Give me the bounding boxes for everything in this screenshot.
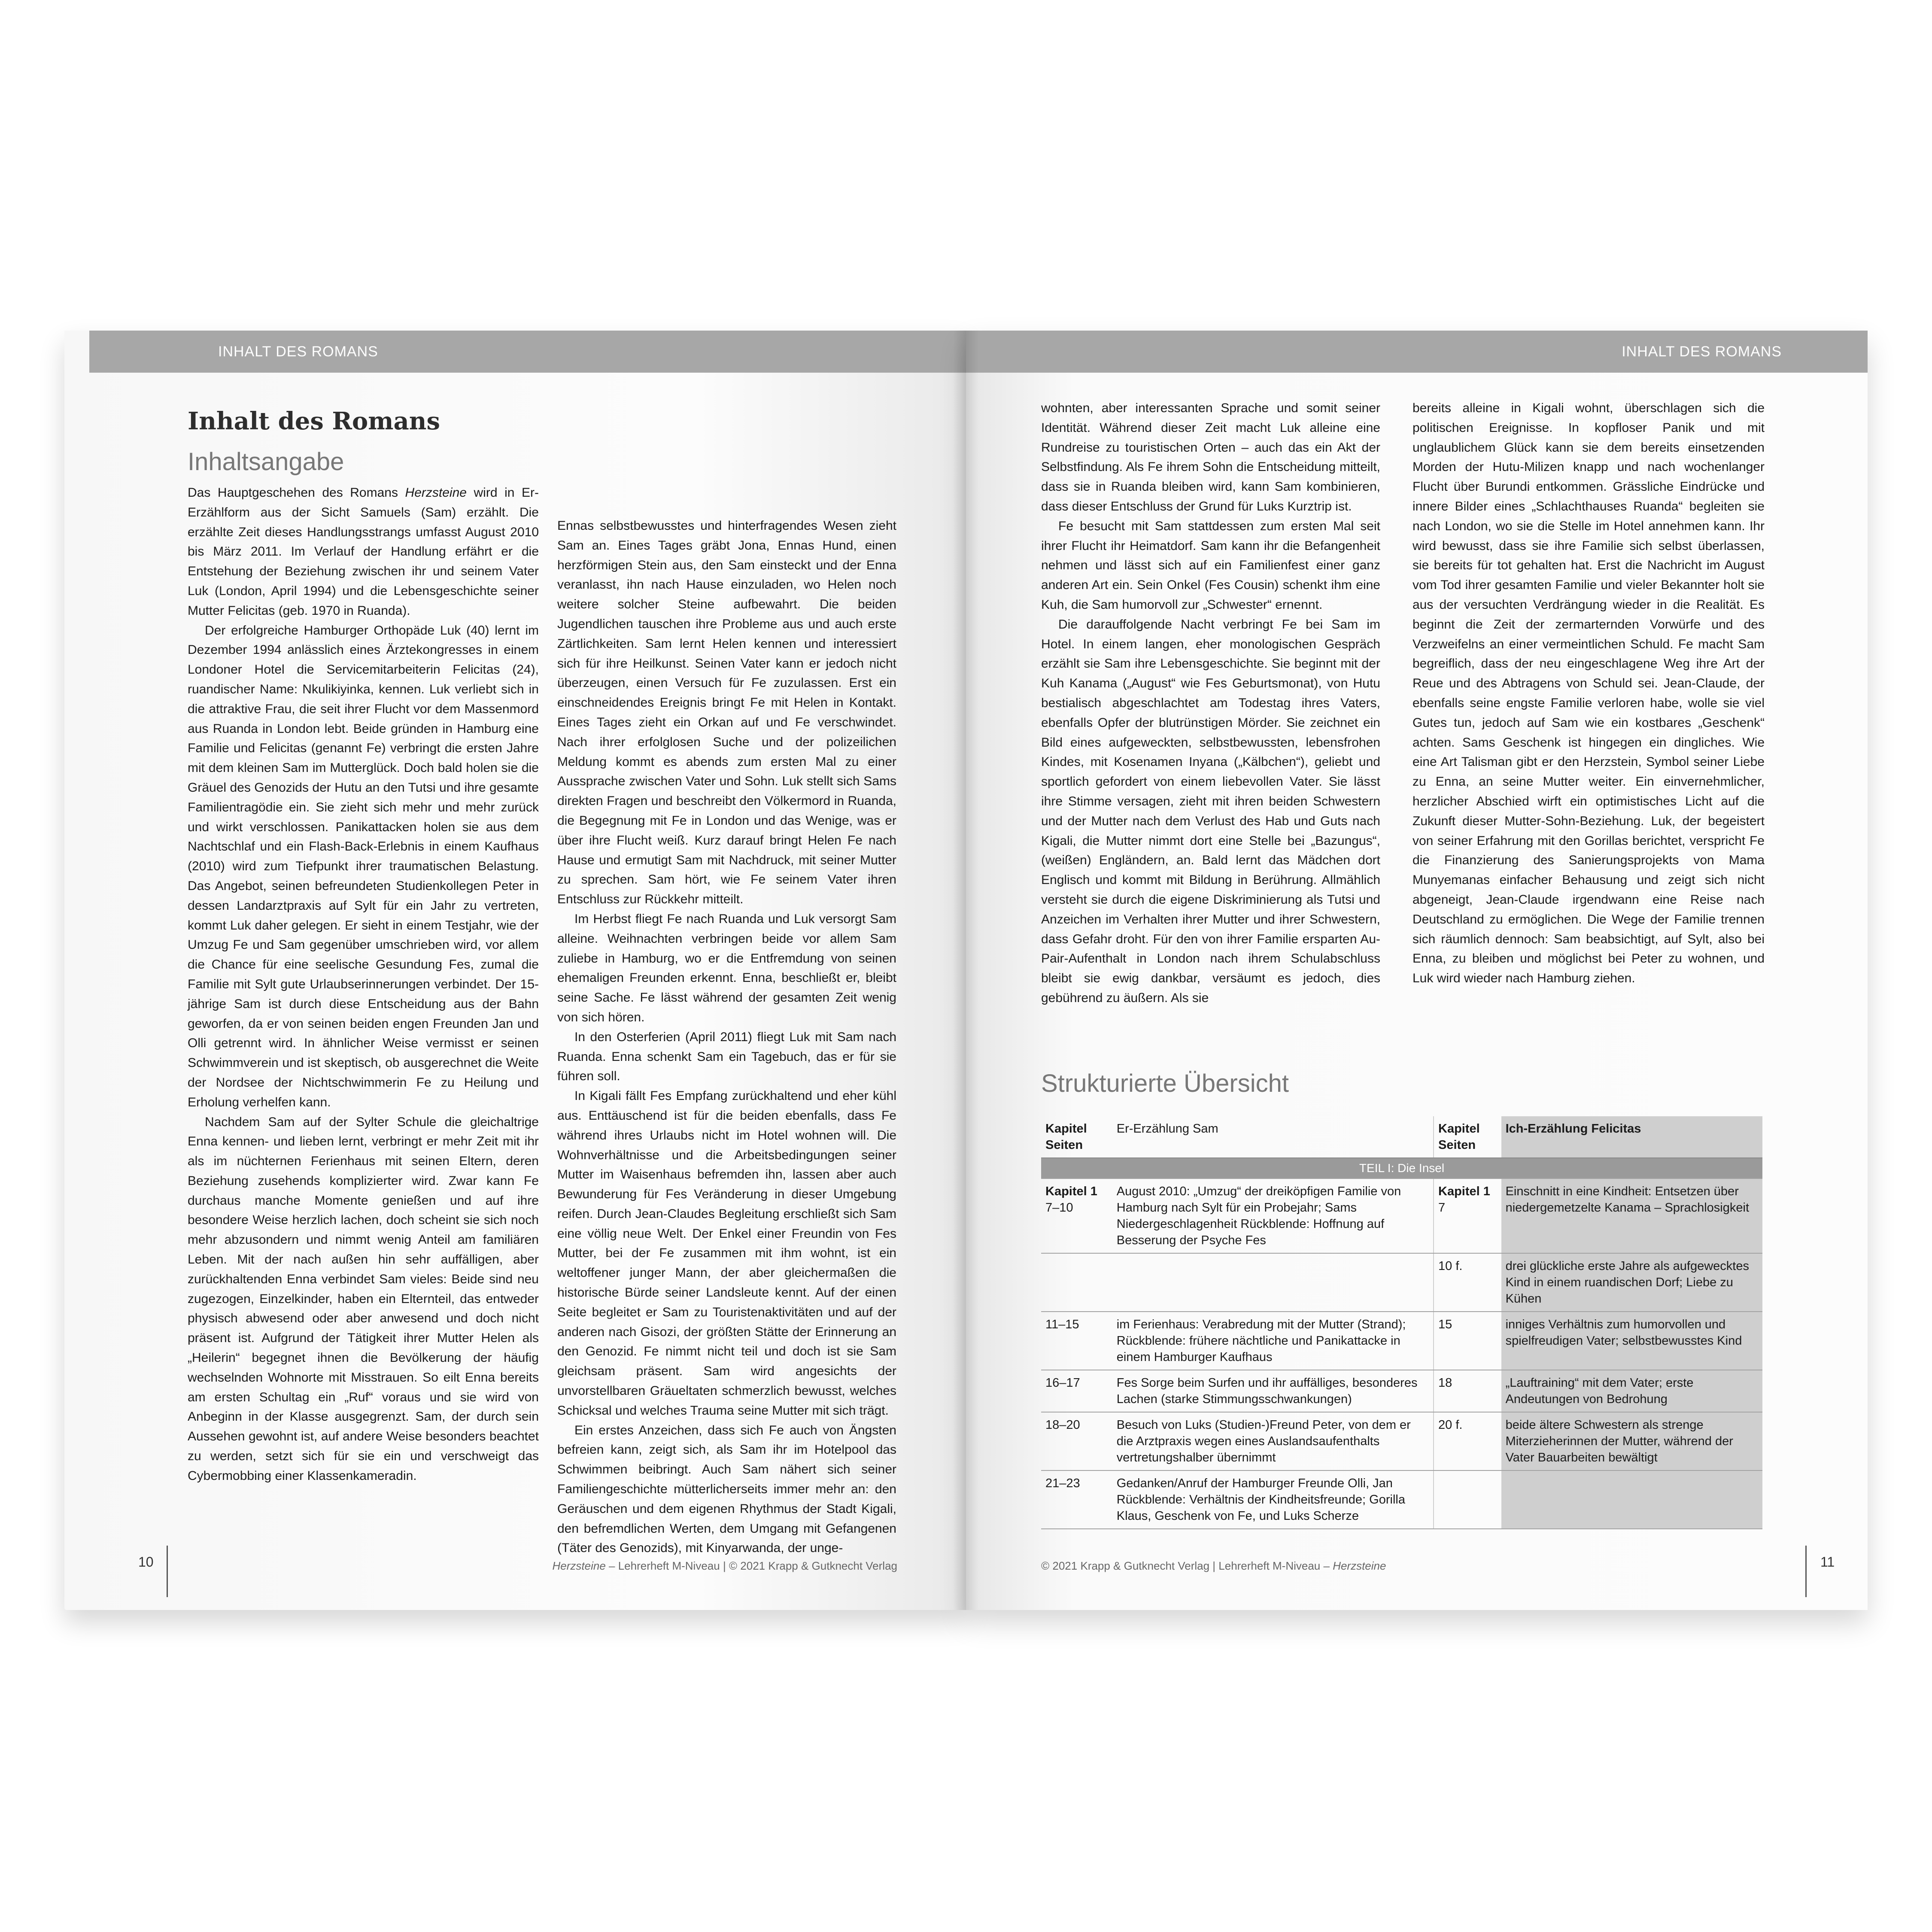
paragraph: Das Hauptgeschehen des Romans Herzsteine wird in Er-Erzählform aus der Sicht Samuels (Sam) erzählt. Die erzählte Zeit dieses Handlungsstrangs umfasst August 2010 bis März 2011. Im Verlauf der Handlung erfährt er die Entstehung der Beziehung zwischen ihr und seinem Vater Luk (London, April 1994) und die Lebensgeschichte seiner Mutter Felicitas (geb. 1970 in Ruanda).: [188, 486, 539, 618]
subsection-title-strukturierte-uebersicht: Strukturierte Übersicht: [1041, 1069, 1289, 1097]
book-title-inline: Herzsteine: [405, 486, 467, 500]
table-row: [1041, 1253, 1762, 1312]
table-row: [1041, 1412, 1762, 1470]
right-text-column-1: [1041, 398, 1380, 1008]
footer-publisher-text: – Lehrerheft M-Niveau | © 2021 Krapp & Gutknecht Verlag: [605, 1559, 897, 1572]
cell-felicitas: „Lauftraining“ mit dem Vater; erste Andeutungen von Bedrohung: [1501, 1370, 1762, 1412]
cell-kapitel-sam: 18–20: [1041, 1412, 1112, 1470]
structured-overview-table: [1041, 1116, 1762, 1529]
page-number-left: 10: [138, 1554, 154, 1570]
cell-kapitel-felicitas: Kapitel 1 7: [1434, 1179, 1501, 1253]
right-text-column-2: [1413, 398, 1765, 988]
cell-kapitel-felicitas: 20 f.: [1434, 1412, 1501, 1470]
cell-felicitas: inniges Verhältnis zum humorvollen und spielfreudigen Vater; selbstbewusstes Kind: [1501, 1312, 1762, 1370]
paragraph: Fe besucht mit Sam stattdessen zum ersten Mal seit ihrer Flucht ihr Heimatdorf. Sam kann ihr die Befangenheit nehmen und lässt sich auf ein Familienfest einer ganz anderen Art ein. Sein Onkel (Fes Cousin) schenkt ihm eine Kuh, die Sam humorvoll zur „Schwester“ ernennt.: [1041, 519, 1380, 612]
paragraph: In den Osterferien (April 2011) fliegt Luk mit Sam nach Ruanda. Enna schenkt Sam ein Tagebuch, das er für sie führen soll.: [557, 1030, 896, 1084]
paragraph: bereits alleine in Kigali wohnt, überschlagen sich die politischen Ereignisse. In kopfloser Panik und mit unglaublichem Glück kann sie dem bereits einsetzenden Morden der Hutu-Milizen knapp und nach wochenlanger Flucht über Burundi entkommen. Grässliche Eindrücke und innere Bilder eines „Schlachthauses Ruanda“ begleiten sie nach London, wo sie die Stelle im Hotel annehmen kann. Ihr wird bewusst, dass sie ihre Familie sich selbst überlassen, sie bereits für tot gehalten hat. Erst die Nachricht im August vom Tod ihrer gesamten Familie und vieler Bekannter holt sie aus der versuchten Verdrängung wieder in die Realität. Es beginnt die Zeit der zermarternden Vorwürfe und des Verzweifelns an einer vermeintlichen Schuld. Fe macht Sam begreiflich, dass der neu eingeschlagene Weg ihre Art der Reue und des Abtragens von Schuld sei. Jean-Claude, der ebenfalls seine engste Familie verloren habe, wolle sie viel Gutes tun, jedoch auf Sam wie ein kostbares „Geschenk“ achten. Sams Geschenk ist hingegen ein dingliches. Wie eine Art Talisman gibt er den Herzstein, Symbol seiner Liebe zu Enna, an seine Mutter weiter. Ein einvernehmlicher, herzlicher Abschied wirft ein optimistisches Licht auf die Zukunft dieser Mutter-Sohn-Beziehung. Luk, der begeistert von seiner Erfahrung mit den Gorillas berichtet, verspricht Fe die Finanzierung des Sanierungsprojekts von Mama Munyemanas einfacher Behausung und zeigt sich nicht abgeneigt, Jean-Claude irgendwann eine Reise nach Deutschland zu ermöglichen. Die Wege der Familie trennen sich räumlich dennoch: Sam beabsichtigt, auf Sylt, also bei Enna, zu bleiben und möglichst bei Peter zu wohnen, und Luk wird wieder nach Hamburg ziehen.: [1413, 401, 1765, 986]
header-kapitel-seiten-felicitas: Kapitel Seiten: [1434, 1116, 1501, 1158]
left-text-column-1: [188, 483, 539, 1486]
section-title: Inhalt des Romans: [188, 407, 440, 435]
cell-felicitas: Einschnitt in eine Kindheit: Entsetzen über niedergemetzelte Kanama – Sprachlosigkeit: [1501, 1179, 1762, 1253]
left-header-bar: [89, 331, 966, 373]
left-header-label: INHALT DES ROMANS: [218, 343, 378, 360]
cell-kapitel-felicitas: 15: [1434, 1312, 1501, 1370]
footer-left: [553, 1559, 897, 1573]
header-ich-erzaehlung-felicitas: Ich-Erzählung Felicitas: [1501, 1116, 1762, 1158]
footer-book-title: Herzsteine: [552, 1559, 606, 1572]
left-page: [64, 331, 966, 1610]
table-part-row: [1041, 1158, 1762, 1179]
subsection-title-inhaltsangabe: Inhaltsangabe: [188, 448, 344, 476]
cell-sam: im Ferienhaus: Verabredung mit der Mutter (Strand); Rückblende: frühere nächtliche und Panikattacke in einem Hamburger Kaufhaus: [1112, 1312, 1434, 1370]
header-er-erzaehlung-sam: Er-Erzählung Sam: [1112, 1116, 1434, 1158]
cell-sam: Gedanken/Anruf der Hamburger Freunde Olli, Jan Rückblende: Verhältnis der Kindheitsfreunde; Gorilla Klaus, Geschenk von Fe, und Luks Scherze: [1112, 1470, 1434, 1529]
paragraph: wohnten, aber interessanten Sprache und somit seiner Identität. Während dieser Zeit macht Luk alleine eine Rundreise zu touristischen Orten – auch das ein Akt der Selbstfindung. Als Fe ihrem Sohn die Entscheidung mitteilt, dass sie in Ruanda bleiben wird, kann Sam kombinieren, dass dieser Entschluss der Grund für Luks Kurztrip ist.: [1041, 401, 1380, 513]
paragraph: Der erfolgreiche Hamburger Orthopäde Luk (40) lernt im Dezember 1994 anlässlich eines Ärztekongresses in einem Londoner Hotel die Servicemitarbeiterin Felicitas (24), ruandischer Name: Nkulikiyinka, kennen. Luk verliebt sich in die attraktive Frau, die seit ihrer Flucht vor dem Massenmord aus Ruanda in London lebt. Beide gründen in Hamburg eine Familie und Felicitas (genannt Fe) verbringt die ersten Jahre mit dem kleinen Sam im Mutterglück. Doch bald holen sie die Gräuel des Genozids der Hutu an den Tutsi und ihre gesamte Familientragödie ein. Sie zieht sich mehr und mehr zurück und wirkt verschlossen. Panikattacken holen sie aus dem Nachtschlaf und ein Flash-Back-Erlebnis in einem Kaufhaus (2010) wird zum Tiefpunkt ihrer traumatischen Belastung. Das Angebot, seinen befreundeten Studienkollegen Peter in dessen Landarztpraxis auf Sylt für ein Jahr zu vertreten, kommt Luk daher gelegen. Er sieht in einem Testjahr, wie der Umzug Fe und Sam gegenüber umschrieben wird, vor allem die Chance für eine seelische Gesundung Fes, zumal die Familie mit Sylt gute Urlaubserinnerungen verbindet. Der 15-jährige Sam ist durch diese Entscheidung aus der Bahn geworfen, da er von seinen beiden engen Freunden Jan und Olli getrennt wird. In ähnlicher Weise vermisst er seinen Schwimmverein und ist skeptisch, ob ausgerechnet die Weite der Nordsee der Nichtschwimmerin Fe zu Heilung und Erholung verhelfen kann.: [188, 623, 539, 1109]
left-text-column-2: [557, 516, 896, 1558]
cell-kapitel-sam: 16–17: [1041, 1370, 1112, 1412]
table-row: [1041, 1312, 1762, 1370]
table-row: [1041, 1470, 1762, 1529]
cell-kapitel-sam: [1041, 1253, 1112, 1312]
footer-publisher-text: © 2021 Krapp & Gutknecht Verlag | Lehrerheft M-Niveau –: [1041, 1559, 1333, 1572]
footer-right: [1041, 1559, 1386, 1573]
cell-sam: [1112, 1253, 1434, 1312]
table-row: [1041, 1370, 1762, 1412]
cell-kapitel-felicitas: 10 f.: [1434, 1253, 1501, 1312]
cell-felicitas: [1501, 1470, 1762, 1529]
table-row: [1041, 1179, 1762, 1253]
cell-felicitas: drei glückliche erste Jahre als aufgewecktes Kind in einem ruandischen Dorf; Liebe zu Kühen: [1501, 1253, 1762, 1312]
cell-kapitel-sam: 21–23: [1041, 1470, 1112, 1529]
right-header-label: INHALT DES ROMANS: [1622, 343, 1782, 360]
footer-rule-right: [1805, 1546, 1807, 1597]
paragraph: Im Herbst fliegt Fe nach Ruanda und Luk versorgt Sam alleine. Weihnachten verbringen beide vor allem Sam zuliebe in Hamburg, wo er die Entfremdung von seinen ehemaligen Freunden erkennt. Enna, beschließt er, bleibt seine Sache. Fe lässt während der gesamten Zeit wenig von sich hören.: [557, 911, 896, 1024]
paragraph: Ein erstes Anzeichen, dass sich Fe auch von Ängsten befreien kann, zeigt sich, als Sam ihr im Hotelpool das Schwimmen beibringt. Auch Sam nähert sich seiner Familiengeschichte mütterlicherseits immer mehr an: den Geräuschen und dem eigenen Rhythmus der Stadt Kigali, den befremdlichen Werten, dem Umgang mit Gefangenen (Täter des Genozids), mit Kinyarwanda, der unge-: [557, 1423, 896, 1555]
cell-sam: Besuch von Luks (Studien-)Freund Peter, von dem er die Arztpraxis wegen eines Auslandsaufenthalts vertretungshalber übernimmt: [1112, 1412, 1434, 1470]
page-number-right: 11: [1820, 1554, 1835, 1570]
cell-kapitel-sam: Kapitel 1 7–10: [1041, 1179, 1112, 1253]
cell-felicitas: beide ältere Schwestern als strenge Miterzieherinnen der Mutter, während der Vater Bauarbeiten bewältigt: [1501, 1412, 1762, 1470]
cell-kapitel-sam: 11–15: [1041, 1312, 1112, 1370]
open-book-spread: [64, 331, 1868, 1619]
right-header-bar: [966, 331, 1868, 373]
cell-sam: Fes Sorge beim Surfen und ihr auffälliges, besonderes Lachen (starke Stimmungsschwankungen): [1112, 1370, 1434, 1412]
cell-kapitel-felicitas: [1434, 1470, 1501, 1529]
table-header-row: [1041, 1116, 1762, 1158]
paragraph: Die darauffolgende Nacht verbringt Fe bei Sam im Hotel. In einem langen, eher monologischen Gespräch erzählt sie Sam ihre Lebensgeschichte. Sie beginnt mit der Kuh Kanama („August“ wie Fes Geburtsmonat), von Hutu bestialisch abgeschlachtet am Todestag ihres Vaters, ebenfalls Opfer der blutrünstigen Mörder. Sie zeichnet ein Bild eines aufgeweckten, selbstbewussten, lebensfrohen Kindes, mit Kosenamen Inyana („Kälbchen“), geliebt und sportlich gefordert von einem liebevollen Vater. Sie lässt ihre Stimme versagen, zieht mit ihren beiden Schwestern und der Mutter nach dem Verlust des Hab und Guts nach Kigali, die Mutter nimmt dort eine Stelle bei „Bazungus“, (weißen) Engländern, an. Bald lernt das Mädchen dort Englisch und kommt mit Bildung in Berührung. Allmählich versteht sie durch die eigene Diskriminierung als Tutsi und Anzeichen im Verhalten ihrer Mutter und ihrer Schwestern, dass Gefahr droht. Für den von ihrer Familie ersparten Au-Pair-Aufenthalt in London nach ihrem Schulabschluss bleibt sie ewig dankbar, versäumt es jedoch, dies gebührend zu äußern. Als sie: [1041, 617, 1380, 1005]
paragraph: Ennas selbstbewusstes und hinterfragendes Wesen zieht Sam an. Eines Tages gräbt Jona, Ennas Hund, einen herzförmigen Stein aus, den Sam einsteckt und der Enna veranlasst, ihn nach Hause einzuladen, wo Helen noch weitere solcher Steine aufbewahrt. Die beiden Jugendlichen tauschen ihre Probleme aus und auch erste Zärtlichkeiten. Sam lernt Helen kennen und interessiert sich für ihre Heilkunst. Seinen Vater kann er jedoch nicht überzeugen, einen Versuch für Fe zuzulassen. Erst ein einschneidendes Ereignis bringt Fe mit Helen in Kontakt. Eines Tages zieht ein Orkan auf und Fe verschwindet. Nach ihrer erfolglosen Suche und der polizeilichen Meldung kommt es abends zum ersten Mal zu einer Aussprache zwischen Vater und Sohn. Luk stellt sich Sams direkten Fragen und beschreibt den Völkermord in Ruanda, die Begegnung mit Fe in London und das Wenige, was er über ihre Flucht weiß. Kurz darauf bringt Helen Fe nach Hause und ermutigt Sam mit Nachdruck, mit seiner Mutter zu sprechen. Sam hört, wie Fe seinem Vater ihren Entschluss zur Rückkehr mitteilt.: [557, 519, 896, 907]
footer-book-title: Herzsteine: [1333, 1559, 1386, 1572]
part-label: TEIL I: Die Insel: [1041, 1158, 1762, 1179]
paragraph: In Kigali fällt Fes Empfang zurückhaltend und eher kühl aus. Enttäuschend ist für die beiden ebenfalls, dass Fe während ihres Urlaubs nicht im Hotel wohnen will. Die Wohnverhältnisse und die Arbeitsbedingungen seiner Mutter im Waisenhaus befremden ihn, lassen aber auch Bewunderung für Fes Veränderung in dieser Umgebung reifen. Durch Jean-Claudes Begleitung erschließt sich Sam eine völlig neue Welt. Der Enkel einer Freundin von Fes Mutter, bei der Fe zusammen mit ihm wohnt, ist ein weltoffener junger Mann, der aber gleichermaßen die historische Bürde seiner Landsleute kennt. Auf der einen Seite begleitet er Sam zu Touristenaktivitäten und auf der anderen nach Gisozi, der größten Stätte der Erinnerung an den Genozid. Fe nimmt nicht teil und doch ist sie Sam gleichsam präsent. Sam wird angesichts der unvorstellbaren Gräueltaten schmerzlich bewusst, welches Schicksal und welches Trauma seine Mutter mit sich trägt.: [557, 1089, 896, 1418]
right-page: [966, 331, 1868, 1610]
paragraph: Nachdem Sam auf der Sylter Schule die gleichaltrige Enna kennen- und lieben lernt, verbringt er mehr Zeit mit ihr als im nüchternen Ferienhaus mit seinen Eltern, deren Beziehung zusehends komplizierter wird. Zwar kann Fe durchaus manche Momente genießen und auf ihre besondere Weise herzlich lachen, doch scheint sie sich noch mehr abzusondern und nimmt wenig Anteil am familiären Leben. Mit der nach außen hin sehr auffälligen, aber zurückhaltenden Enna verbindet Sam vieles: Beide sind neu zugezogen, Einzelkinder, haben ein Elternteil, das entweder physisch abwesend oder aber anwesend und doch nicht präsent ist. Aufgrund der Tätigkeit ihrer Mutter Helen als „Heilerin“ begegnet ihnen die Bevölkerung der häufig wechselnden Wohnorte mit Misstrauen. So eilt Enna bereits am ersten Schultag ein „Ruf“ voraus und sie wird von Anbeginn in der Klasse ausgegrenzt. Sam, der durch sein Aussehen gewohnt ist, auf andere Weise besonders beachtet zu werden, setzt sich für sie ein und verschweigt das Cybermobbing einer Klassenkameradin.: [188, 1115, 539, 1483]
cell-kapitel-felicitas: 18: [1434, 1370, 1501, 1412]
book-gutter-shadow: [953, 331, 979, 1610]
footer-rule-left: [167, 1546, 168, 1597]
cell-sam: August 2010: „Umzug“ der dreiköpfigen Familie von Hamburg nach Sylt für ein Probejahr; Sams Niedergeschlagenheit Rückblende: Hoffnung auf Besserung der Psyche Fes: [1112, 1179, 1434, 1253]
header-kapitel-seiten-sam: Kapitel Seiten: [1041, 1116, 1112, 1158]
